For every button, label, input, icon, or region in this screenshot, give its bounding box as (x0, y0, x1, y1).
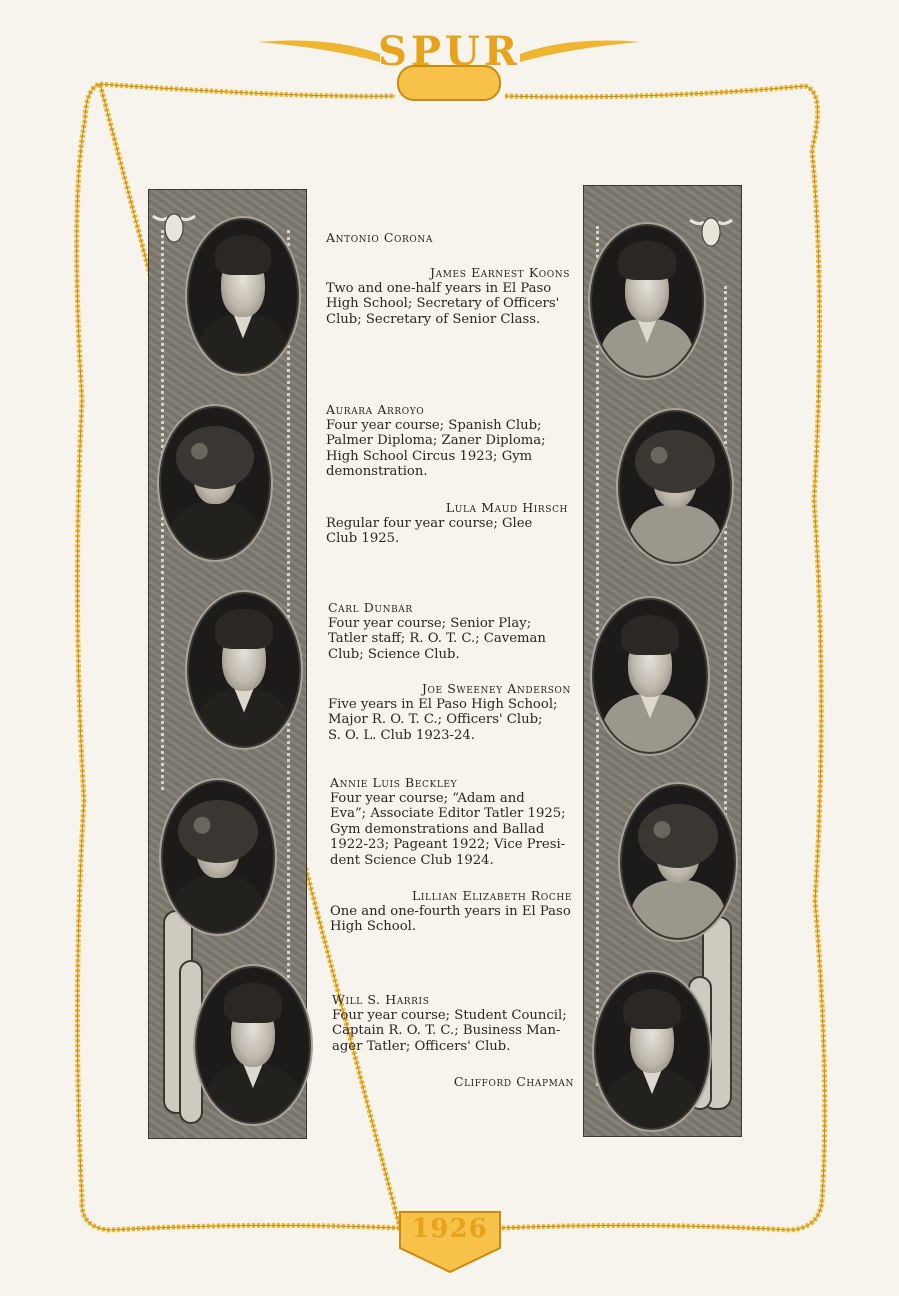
yearbook-year: 1926 (411, 1214, 488, 1244)
entry-name: Annie Luis Beckley (330, 775, 458, 790)
portrait-will-s-harris (197, 968, 309, 1122)
entry-line: One and one-fourth years in El Paso (330, 903, 571, 919)
portrait-antonio-corona (189, 220, 297, 372)
entry-line: Four year course; Senior Play; (328, 615, 532, 631)
entry-name: James Earnest Koons (430, 265, 570, 280)
entry-line: Tatler staff; R. O. T. C.; Caveman (328, 631, 546, 647)
entry-line: S. O. L. Club 1923-24. (328, 727, 475, 743)
entry-line: High School; Secretary of Officers' (326, 296, 560, 312)
entry-line: Club; Secretary of Senior Class. (326, 311, 541, 327)
entry-name: Aurara Arroyo (326, 402, 425, 417)
entry-annie-luis-beckley (330, 775, 572, 869)
portrait-james-earnest-koons (592, 226, 702, 376)
entry-line: High School. (330, 919, 417, 935)
entry-line: Regular four year course; Glee (326, 515, 533, 531)
entry-name: Lillian Elizabeth Roche (411, 888, 572, 903)
entry-line: Four year course; “Adam and (330, 790, 525, 806)
right-photo-column (583, 185, 742, 1137)
entry-line: demonstration. (326, 464, 428, 480)
portrait-lula-maud-hirsch (620, 412, 730, 562)
entry-line: Four year course; Student Council; (332, 1007, 567, 1023)
entry-james-earnest-koons (326, 265, 570, 327)
left-photo-column (148, 189, 307, 1139)
portrait-carl-dunbar (189, 594, 299, 746)
portrait-aurara-arroyo (161, 408, 269, 558)
entry-carl-dunbar (328, 600, 570, 662)
entry-name: Antonio Corona (326, 230, 433, 245)
entry-line: 1922-23; Pageant 1922; Vice Presi- (330, 837, 566, 853)
steer-skull-icon (688, 212, 734, 252)
entry-line: High School Circus 1923; Gym (326, 448, 533, 464)
entry-line: Four year course; Spanish Club; (326, 417, 542, 433)
entry-name: Joe Sweeney Anderson (421, 681, 571, 696)
portrait-joe-sweeney-anderson (594, 600, 706, 752)
portrait-lillian-elizabeth-roche (622, 786, 734, 938)
entry-line: Eva”; Associate Editor Tatler 1925; (330, 806, 566, 822)
entry-lula-maud-hirsch (326, 500, 568, 547)
yearbook-title: SPUR (377, 28, 522, 75)
entry-will-s-harris (332, 992, 574, 1054)
entry-line: Club 1925. (326, 531, 400, 547)
entry-line: Captain R. O. T. C.; Business Man- (332, 1023, 561, 1039)
entry-line: ager Tatler; Officers' Club. (332, 1038, 511, 1054)
entry-name: Clifford Chapman (453, 1074, 574, 1089)
entry-line: Major R. O. T. C.; Officers' Club; (328, 712, 543, 728)
entry-line: Palmer Diploma; Zaner Diploma; (326, 433, 546, 449)
entry-joe-sweeney-anderson (328, 681, 571, 743)
entry-name: Carl Dunbar (328, 600, 413, 615)
entry-name: Lula Maud Hirsch (445, 500, 568, 515)
entry-aurara-arroyo (326, 402, 568, 480)
entry-clifford-chapman (332, 1074, 574, 1090)
entry-antonio-corona (326, 230, 570, 246)
entry-line: Five years in El Paso High School; (328, 696, 558, 712)
entry-lillian-elizabeth-roche (330, 888, 572, 935)
portrait-annie-luis-beckley (163, 782, 273, 932)
entry-name: Will S. Harris (332, 992, 430, 1007)
entry-line: dent Science Club 1924. (330, 852, 494, 868)
steer-skull-icon (151, 208, 197, 248)
entry-line: Two and one-half years in El Paso (326, 280, 552, 296)
portrait-clifford-chapman (596, 974, 708, 1128)
entry-line: Club; Science Club. (328, 646, 460, 662)
entry-line: Gym demonstrations and Ballad (330, 821, 545, 837)
